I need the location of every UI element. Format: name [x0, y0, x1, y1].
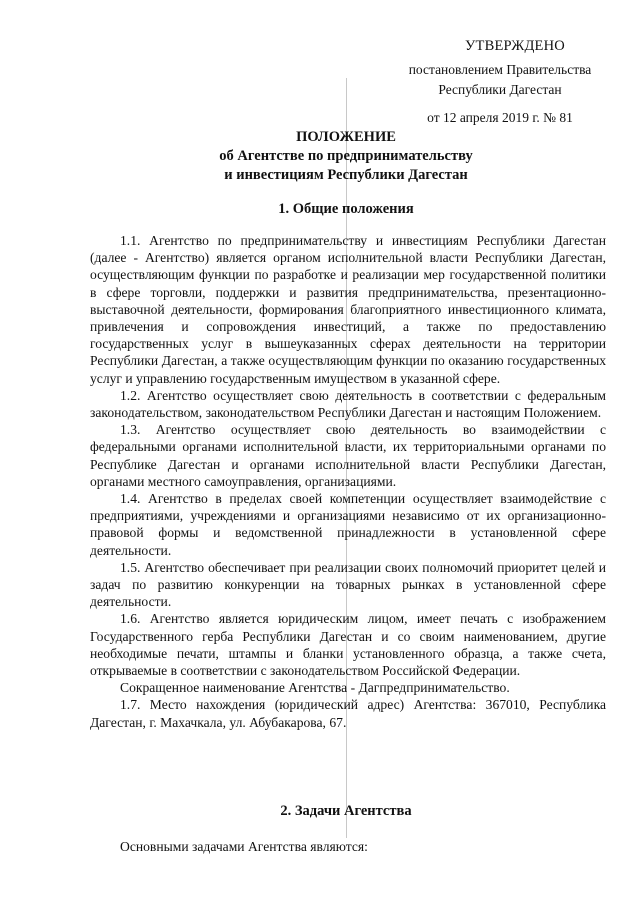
- title-line-3: и инвестициям Республики Дагестан: [224, 167, 468, 183]
- approval-date-number: от 12 апреля 2019 г. № 81: [427, 110, 573, 125]
- title-line-2: об Агентстве по предпринимательству: [219, 148, 473, 164]
- paragraph-1-4: 1.4. Агентство в пределах своей компетенции осуществляет взаимодействие с предприятиями, учреждениями и организациями независимо от их организационно-правовой формы и ведомственной принадлежности в установленной сфере деятельности.: [90, 491, 606, 558]
- document-title: [90, 128, 602, 185]
- approval-line-1: постановлением Правительства: [408, 62, 592, 77]
- paragraph-1-6: 1.6. Агентство является юридическим лицом, имеет печать с изображением Государственного герба Республики Дагестан и со своим наименованием, другие необходимые печати, штампы и бланки установленного образца, а также счета, открываемые в соответствии с законодательством Российской Федерации.: [90, 611, 606, 679]
- approved-label: УТВЕРЖДЕНО: [465, 38, 565, 54]
- paragraph-1-1: 1.1. Агентство по предпринимательству и инвестициям Республики Дагестан (далее - Агентство) является органом исполнительной власти Республики Дагестан, осуществляющим функции по разработке и реализации мер государственной политики в сфере торговли, поддержки и развития предпринимательства, презентационно-выставочной деятельности, формирования благоприятного инвестиционного климата, привлечения и сопровождения инвестиций, а также по предоставлению государственных услуг в вышеуказанных сферах деятельности на территории Республики Дагестан, а также осуществляющим функции по оказанию государственных услуг и управлению государственным имуществом в указанной сфере.: [90, 233, 606, 386]
- approval-line-2: Республики Дагестан: [438, 82, 562, 97]
- paragraph-short-name: Сокращенное наименование Агентства - Дагпредпринимательство.: [120, 680, 510, 696]
- section-2-intro: Основными задачами Агентства являются:: [120, 839, 368, 854]
- title-line-1: ПОЛОЖЕНИЕ: [296, 129, 396, 145]
- paragraph-1-7: 1.7. Место нахождения (юридический адрес) Агентства: 367010, Республика Дагестан, г. Махачкала, ул. Абубакарова, 67.: [90, 697, 606, 730]
- paragraph-1-2: 1.2. Агентство осуществляет свою деятельность в соответствии с федеральным законодательством, законодательством Республики Дагестан и настоящим Положением.: [90, 387, 606, 421]
- approval-stamp-block: [380, 36, 620, 128]
- section-1-heading: 1. Общие положения: [278, 201, 414, 217]
- paragraph-1-3: 1.3. Агентство осуществляет свою деятельность во взаимодействии с федеральными органами исполнительной власти, их территориальными органами по Республике Дагестан и органами исполнительной власти Республики Дагестан, органами местного самоуправления, организациями.: [90, 422, 606, 489]
- section-1-body: [90, 232, 606, 731]
- section-2-heading: 2. Задачи Агентства: [280, 803, 412, 819]
- paragraph-1-5: 1.5. Агентство обеспечивает при реализации своих полномочий приоритет целей и задач по развитию конкуренции на товарных рынках в установленной сфере деятельности.: [90, 559, 606, 610]
